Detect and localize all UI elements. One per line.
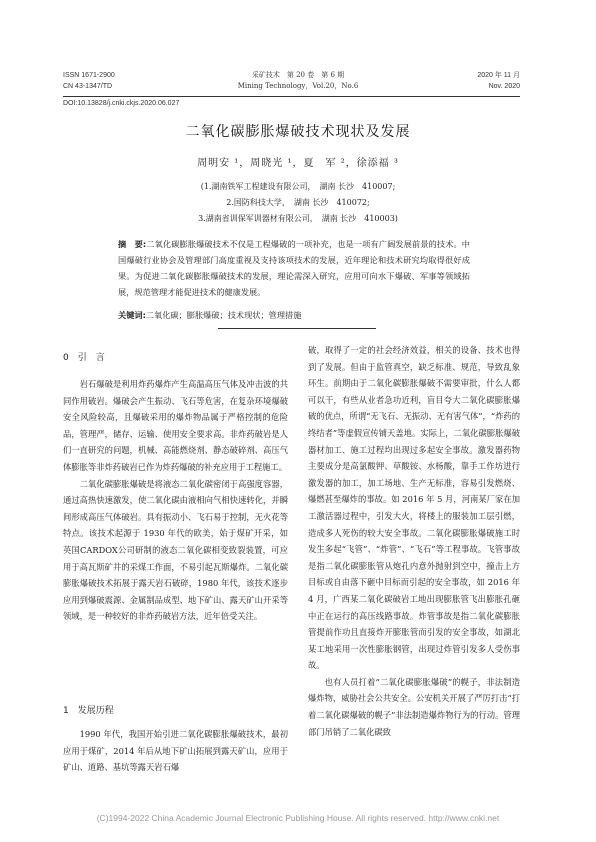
- issn: ISSN 1671-2900: [63, 72, 115, 79]
- abstract-divider: [218, 328, 376, 329]
- paragraph: 也有人员打着“二氧化碳膨胀爆破”的幌子，非法制造爆炸物，威胁社会公共安全。公安机关开展了严厉打击“打着二氧化碳爆破的幌子”非法制造爆炸物行为的行动。管理部门吊销了二氧化碳致: [308, 676, 520, 737]
- affiliation-3: 3.湖南省训保军训器材有限公司， 湖南 长沙 410003): [198, 214, 398, 223]
- doi: DOI:10.13828/j.cnki.ckjs.2020.06.027: [63, 100, 180, 107]
- paragraph: 1990 年代，我国开始引进二氧化碳膨胀爆破技术，最初应用于煤矿，2014 年后从地下矿山拓展到露天矿山，应用于矿山、道路、基坑等露天岩石爆: [63, 729, 288, 773]
- affiliation-2: 2.国防科技大学， 湖南 长沙 410072;: [226, 198, 370, 207]
- affiliation-1: (1.湖南铁军工程建设有限公司， 湖南 长沙 410007;: [200, 182, 396, 191]
- keywords: [118, 307, 470, 323]
- keywords-label: 关键词:: [118, 310, 146, 320]
- paragraph: 二氧化碳膨胀爆破是将液态二氧化碳密闭于高强度容器，通过高热快速激发，使二氧化碳由液相向气相快速转化，并瞬间形成高压气体破岩。具有振动小、飞石易于控制，无火花等特点。该技术起源于 1930 年代的欧美，始于煤矿开采，如英国CARDOX公司研制的液态二氧化碳相变致裂装置，可应用于高瓦斯矿井的采煤工作面，不易引起瓦斯爆炸。二氧化碳膨胀爆破技术拓展于露天岩石破碎，1980 年代，该技术逐步应用到爆破震源、金属制品成型、地下矿山、露天矿山开采等领域，是一种较好的非炸药破岩方法，近年倍受关注。: [63, 478, 288, 622]
- section-heading-history: 1 发展历程: [63, 706, 114, 716]
- left-column-continued: [63, 726, 288, 776]
- running-header-right: [477, 70, 520, 92]
- header-divider: [63, 96, 520, 97]
- keywords-text: 二氧化碳；膨胀爆破；技术现状；管理措施: [145, 310, 302, 320]
- abstract-text: 二氧化碳膨胀爆破技术不仅是工程爆破的一项补充，也是一项有广阔发展前景的技术。中国爆破行业协会及管理部门高度重视及支持该项技术的发展，近年理论和技术研究均取得很好成果。为促进二氧化碳膨胀爆破技术的发展，理论需深入研究，应用可向水下爆破、军事等领域拓展，规范管理才能促进技术的健康发展。: [118, 239, 470, 297]
- right-column: [308, 342, 520, 740]
- issue-date-cn: 2020 年 11 月: [477, 72, 520, 79]
- journal-name-en: Mining Technology，Vol.20，No.6: [237, 82, 359, 90]
- author-list: 周明安 ¹，周晓光 ¹，夏 军 ²，徐添福 ³: [197, 158, 399, 169]
- copyright-footer: (C)1994-2022 China Academic Journal Electronic Publishing House. All rights reserved. http://www.cnki.net: [96, 813, 500, 823]
- paragraph: 岩石爆破是利用炸药爆炸产生高温高压气体及冲击波的共同作用破岩。爆破会产生振动、飞石等危害，在复杂环境爆破安全风险较高，且爆破采用的爆炸物品属于严格控制的危险品，管理严，储存、运输、使用安全要求高。非炸药破岩是人们一直研究的问题，机械、高能燃烧剂、静态破碎剂、高压气体膨胀等非炸药破岩已作为炸药爆破的补充应用于工程施工。: [63, 379, 288, 472]
- left-column: [63, 376, 288, 625]
- journal-name-cn: 采矿技术 第 20 卷 第 6 期: [251, 71, 345, 79]
- cn-number: CN 43-1347/TD: [63, 83, 113, 90]
- abstract: [118, 236, 470, 300]
- article-title: 二氧化碳膨胀爆破技术现状及发展: [185, 124, 411, 140]
- issue-date-en: Nov. 2020: [488, 83, 520, 90]
- abstract-label: 摘 要:: [118, 239, 147, 249]
- section-heading-intro: 0 引 言: [63, 353, 105, 363]
- paragraph: 破，取得了一定的社会经济效益，相关的设备、技术也得到了发展。但由于监管真空，缺乏标准、规范，导致乱象环生。前期由于二氧化碳膨胀爆破不需要审批，什么人都可以干，有些从业者急功近利，盲目夸大二氧化碳膨胀爆破的优点，所谓“无飞石、无振动、无有害气体”，“炸药的终结者”等虚假宣传铺天盖地。实际上，二氧化碳膨胀爆破器材加工、施工过程均出现过多起安全事故。激发器药物主要成分是高氯酸钾、草酸铵、水杨酸，靠手工作坊进行激发器的加工，加工场地、生产无标准，容易引发燃烧、爆燃甚至爆炸的事故。如 2016 年 5 月，河南某厂家在加工激活器过程中，引发大火，将楼上的服装加工层引燃，造成多人死伤的较大安全事故。二氧化碳膨胀爆破施工时发生多起“飞管”、“炸管”、“飞石”等工程事故。飞管事故是指二氧化碳膨胀管从炮孔内意外抛射到空中，撞击上方目标或自由落下砸中目标而引起的安全事故，如 2016 年 4 月，广西某二氧化碳破岩工地出现膨胀管飞出膨胀孔砸中正在运行的高压线路事故。炸管事故是指二氧化碳膨胀管提前作功且直接炸开膨胀管而引发的安全事故，如湖北某工地采用一次性膨胀钢管，出现过炸管引发多人受伤事故。: [308, 345, 520, 671]
